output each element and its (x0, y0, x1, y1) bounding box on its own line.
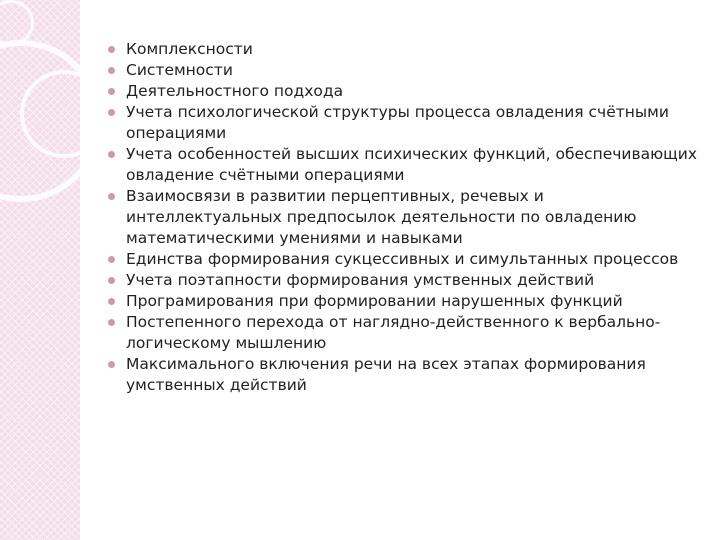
list-item-text: Учета психологической структуры процесса овладения счётными операциями (126, 103, 669, 142)
list-item (108, 312, 698, 354)
bullet-icon (108, 193, 115, 200)
list-item-text: Максимального включения речи на всех этапах формирования умственных действий (126, 355, 646, 394)
list-item (108, 249, 698, 270)
list-item (108, 270, 698, 291)
bullet-icon (108, 67, 115, 74)
list-item-text: Системности (126, 61, 233, 79)
slide-content (108, 39, 698, 396)
list-item (108, 39, 698, 60)
list-item-text: Комплексности (126, 40, 253, 58)
bullet-icon (108, 88, 115, 95)
bullet-icon (108, 46, 115, 53)
list-item (108, 81, 698, 102)
list-item-text: Постепенного перехода от наглядно-действенного к вербально-логическому мышлению (126, 313, 661, 352)
list-item (108, 186, 698, 249)
list-item-text: Учета особенностей высших психических функций, обеспечивающих овладение счётными операциями (126, 145, 697, 184)
bullet-icon (108, 256, 115, 263)
bullet-icon (108, 319, 115, 326)
list-item (108, 354, 698, 396)
list-item-text: Единства формирования сукцессивных и симультанных процессов (126, 250, 679, 268)
side-panel-edge (80, 0, 83, 540)
bullet-icon (108, 277, 115, 284)
list-item-text: Учета поэтапности формирования умственных действий (126, 271, 595, 289)
list-item-text: Взаимосвязи в развитии перцептивных, речевых и интеллектуальных предпосылок деятельности по овладению математическими умениями и навыками (126, 187, 637, 247)
bullet-icon (108, 298, 115, 305)
list-item-text: Програмирования при формировании нарушенных функций (126, 292, 623, 310)
decorative-side-panel (0, 0, 80, 540)
list-item (108, 102, 698, 144)
bullet-icon (108, 361, 115, 368)
list-item (108, 60, 698, 81)
list-item (108, 291, 698, 312)
bullet-icon (108, 109, 115, 116)
principles-list (108, 39, 698, 396)
bullet-icon (108, 151, 115, 158)
decorative-ring (0, 0, 34, 46)
list-item-text: Деятельностного подхода (126, 82, 344, 100)
list-item (108, 144, 698, 186)
